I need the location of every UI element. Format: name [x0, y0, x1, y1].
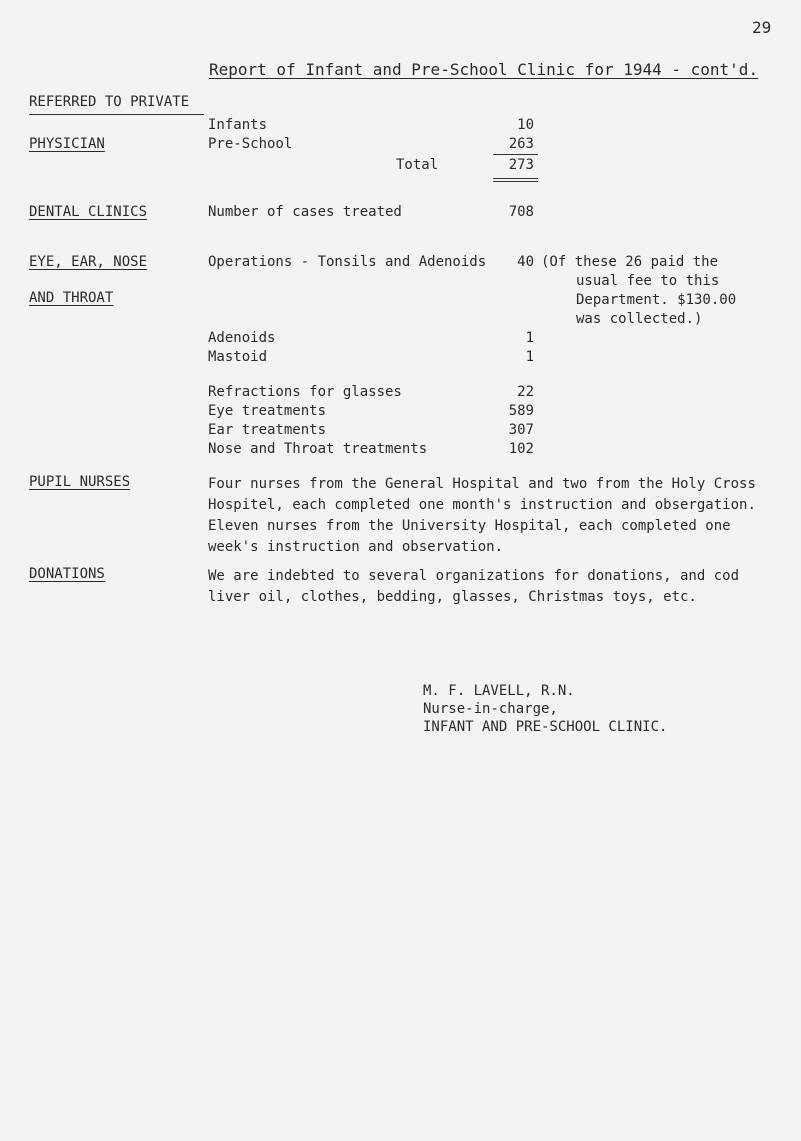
page-header: Report of Infant and Pre-School Clinic for 1944 - cont'd. [209, 60, 759, 79]
signature-name: M. F. LAVELL, R.N. [423, 683, 575, 699]
row-label: Number of cases treated [208, 204, 402, 220]
page-number: 29 [752, 18, 772, 37]
section-heading-throat: AND THROAT [29, 290, 114, 306]
signature-title: Nurse-in-charge, [423, 701, 558, 717]
operations-note: was collected.) [576, 311, 703, 327]
row-label: Mastoid [208, 349, 268, 365]
row-label: Eye treatments [208, 403, 327, 419]
row-label: Operations - Tonsils and Adenoids [208, 254, 487, 270]
row-value: 263 [508, 136, 534, 152]
row-value: 589 [508, 403, 534, 419]
row-value: 40 [517, 254, 534, 270]
row-value: 307 [508, 422, 534, 438]
row-value: 1 [525, 330, 534, 346]
row-label: Adenoids [208, 330, 276, 346]
operations-note: Department. $130.00 [576, 292, 737, 308]
row-label: Infants [208, 117, 268, 133]
pupil-nurses-paragraph: Four nurses from the General Hospital and two from the Holy Cross Hospitel, each completed one month's instruction and obsergation. Eleven nurses from the University Hospital, each completed one week's instruction and observation. [208, 476, 756, 555]
heading-underline [29, 114, 204, 115]
section-heading-physician: PHYSICIAN [29, 136, 105, 152]
section-heading-pupil-nurses: PUPIL NURSES [29, 474, 131, 490]
row-value: 22 [517, 384, 534, 400]
total-label: Total [396, 157, 439, 173]
row-value: 102 [508, 441, 534, 457]
total-double-rule [493, 178, 538, 179]
row-value: 1 [525, 349, 534, 365]
row-value: 708 [508, 204, 534, 220]
subtotal-rule [493, 154, 538, 155]
total-double-rule [493, 181, 538, 182]
row-value: 10 [517, 117, 534, 133]
donations-paragraph: We are indebted to several organizations for donations, and cod liver oil, clothes, bedding, glasses, Christmas toys, etc. [208, 568, 740, 605]
total-value: 273 [508, 157, 534, 173]
section-heading-ent: EYE, EAR, NOSE [29, 254, 148, 270]
row-label: Pre-School [208, 136, 293, 152]
operations-note: (Of these 26 paid the [541, 254, 719, 270]
section-heading-donations: DONATIONS [29, 566, 105, 582]
section-heading-referred: REFERRED TO PRIVATE [29, 94, 190, 110]
row-label: Nose and Throat treatments [208, 441, 428, 457]
section-heading-dental: DENTAL CLINICS [29, 204, 148, 220]
row-label: Ear treatments [208, 422, 327, 438]
signature-org: INFANT AND PRE-SCHOOL CLINIC. [423, 719, 668, 735]
operations-note: usual fee to this [576, 273, 720, 289]
row-label: Refractions for glasses [208, 384, 402, 400]
